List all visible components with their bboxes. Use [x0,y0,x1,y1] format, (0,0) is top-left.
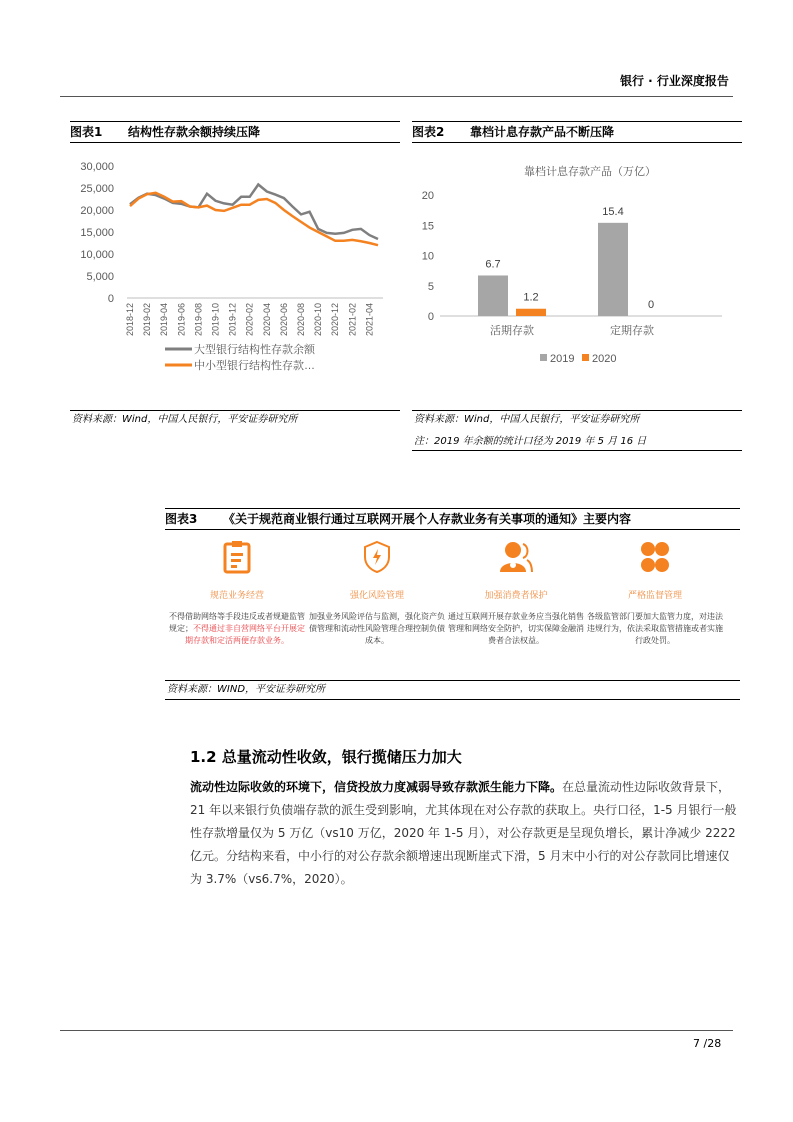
x-tick-label: 2018-12 [125,303,135,337]
x-tick-label: 2020-06 [278,303,289,337]
y-tick-label: 15 [421,220,434,233]
bar-data-label: 0 [647,299,655,311]
paragraph-body: 在总量流动性边际收敛背景下，21 年以来银行负债端存款的派生受到影响，尤其体现在对公存款的获取上。央行口径，1-5 月银行一般性存款增量仅为 5 万亿（vs10 万亿，2020 年 1-5 月），对公存款更是呈现负增长，累计净减少 2222 亿元。分结构来看，中小行的对公存款余额增速出现断崖式下滑，5 月末中小行的对公存款同比增速仅为 3.7%（vs6.7%，2020）。 [190,780,737,886]
fig3-item [307,540,447,647]
fig3-item [446,540,586,647]
y-tick-label: 20,000 [80,205,114,217]
bar [478,275,508,316]
section-paragraph [190,776,740,891]
paragraph-lead: 流动性边际收敛的环境下，信贷投放力度减弱导致存款派生能力下降。 [190,780,563,794]
x-tick-label: 2020-04 [261,303,272,337]
fig3-bottom-divider [165,699,740,700]
bar [598,223,628,316]
legend-swatch [582,354,589,361]
bar-chart [400,0,793,400]
x-tick-label: 2020-12 [330,303,341,337]
fig3-title-bar [165,508,740,530]
y-tick-label: 0 [427,311,434,323]
y-tick-label: 10 [421,250,434,263]
fig3-item-title: 规范业务经营 [209,591,264,601]
y-tick-label: 20 [421,190,434,202]
fig1-source: 资料来源：Wind，中国人民银行，平安证券研究所 [72,414,298,425]
y-tick-label: 0 [107,293,114,305]
x-tick-label: 2019-08 [193,303,204,337]
fig1-title: 结构性存款余额持续压降 [128,125,261,139]
legend-label: 2019 [550,353,575,365]
fig3-item [585,540,725,647]
fig3-item-red-text: 不得通过非自营网络平台开展定期存款和定活两便存款业务。 [185,624,305,645]
bar-data-label: 15.4 [602,205,624,218]
x-tick-label: 2019-12 [227,303,238,337]
fig2-title: 靠档计息存款产品不断压降 [470,125,615,139]
legend-label: 大型银行结构性存款余额 [194,344,315,356]
x-tick-label: 2019-10 [210,303,221,337]
x-category-label: 活期存款 [490,325,534,337]
legend-label: 中小型银行结构性存款… [194,360,315,372]
fig3-item-text: 加强业务风险评估与监测，强化资产负债管理和流动性风险管理合理控制负债成本。 [309,612,445,645]
legend-label: 2020 [592,353,617,365]
x-tick-label: 2019-06 [176,303,187,337]
clover-icon [640,540,670,574]
line-chart [0,0,400,400]
legend-swatch [540,354,547,361]
bar-data-label: 6.7 [485,258,501,271]
section-heading: 1.2 总量流动性收敛，银行揽储压力加大 [190,748,462,766]
fig3-item-text: 不得借助网络等手段违反或者规避监管规定； [169,612,305,633]
fig3-item-title: 强化风险管理 [349,591,404,601]
y-tick-label: 5,000 [86,271,114,283]
x-tick-label: 2019-02 [142,303,153,337]
fig3-item-title: 加强消费者保护 [484,591,548,601]
fig3-source: 资料来源：WIND，平安证券研究所 [167,684,326,695]
y-tick-label: 5 [427,280,434,293]
bar-data-label: 1.2 [523,291,539,304]
fig3-item-text: 通过互联网开展存款业务应当强化销售管理和网络安全防护，切实保障金融消费者合法权益。 [448,612,584,645]
fig3-item-title: 严格监督管理 [627,591,682,601]
fig1-label: 图表1 [70,125,103,139]
fig2-note: 注：2019 年余额的统计口径为 2019 年 5 月 16 日 [414,436,647,447]
y-tick-label: 25,000 [80,183,114,195]
shield-lightning-icon [362,540,392,574]
fig3-item-text: 各级监管部门要加大监管力度，对违法违规行为，依法采取监管措施或者实施行政处罚。 [587,612,723,645]
x-tick-label: 2020-08 [296,303,307,337]
series-line [130,184,378,239]
fig2-source: 资料来源：Wind，中国人民银行，平安证券研究所 [414,414,640,425]
users-icon [499,540,533,574]
clipboard-icon [222,540,252,574]
x-tick-label: 2019-04 [159,303,170,337]
y-tick-label: 10,000 [80,249,114,261]
x-tick-label: 2020-10 [313,303,324,337]
x-tick-label: 2021-02 [347,303,358,337]
x-tick-label: 2021-04 [364,303,375,337]
fig3-label: 图表3 [165,512,198,526]
x-category-label: 定期存款 [610,325,654,337]
chart-title: 靠档计息存款产品（万亿） [524,166,656,178]
fig3-item [167,540,307,647]
fig2-label: 图表2 [412,125,445,139]
fig2-note-divider [412,450,742,451]
y-tick-label: 15,000 [80,227,114,239]
report-header: 银行 · 行业深度报告 [620,74,729,88]
page-number: 7 /28 [693,1037,722,1050]
bar [516,309,546,316]
y-tick-label: 30,000 [80,161,114,173]
footer-divider [60,1030,733,1031]
x-tick-label: 2020-02 [244,303,255,337]
fig3-title: 《关于规范商业银行通过互联网开展个人存款业务有关事项的通知》主要内容 [223,512,632,526]
